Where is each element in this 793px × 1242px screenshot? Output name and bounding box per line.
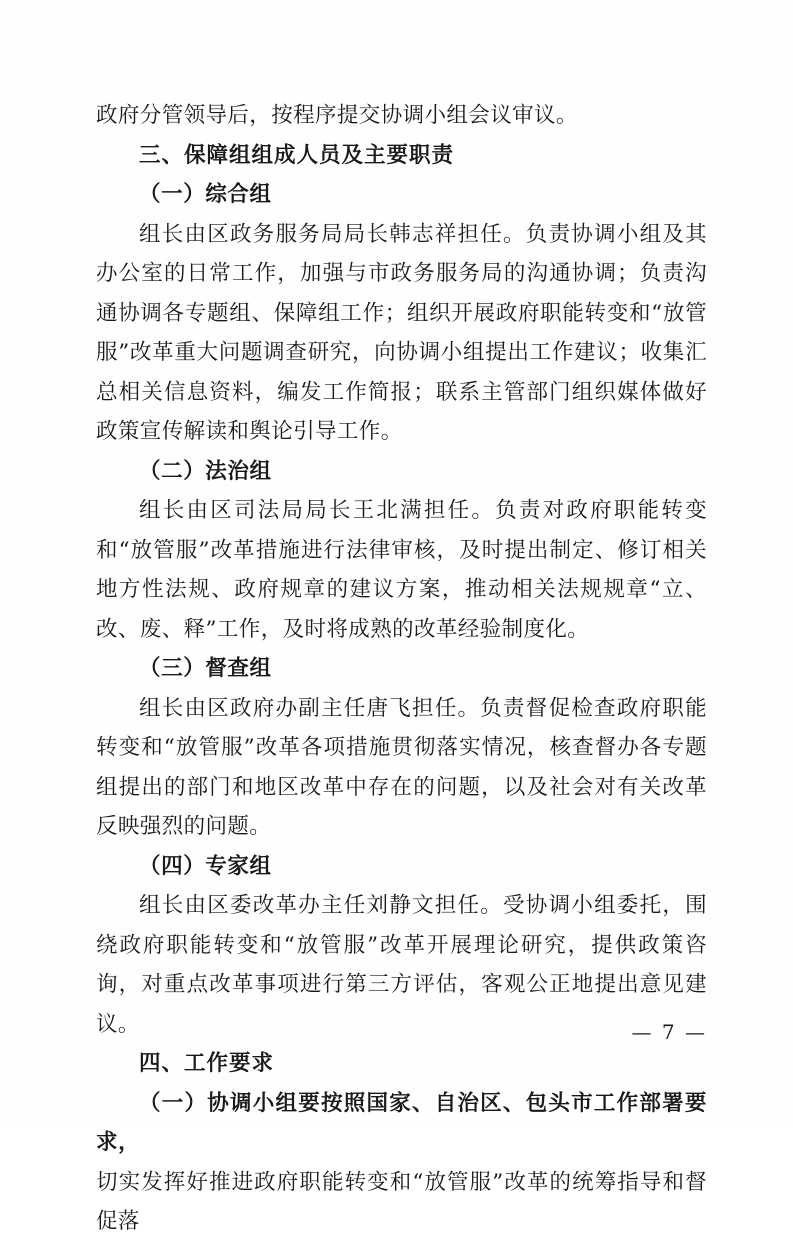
subsection-heading-three: （三）督查组	[139, 656, 272, 681]
page-number: — 7 —	[631, 1020, 707, 1044]
paragraph-continued-top: 政府分管领导后，按程序提交协调小组会议审议。	[96, 103, 578, 128]
paragraph-expert-group: 组长由区委改革办主任刘静文担任。受协调小组委托，围绕政府职能转变和“放管服”改革开展理论研究，提供政策咨询，对重点改革事项进行第三方评估，客观公正地提出意见建议。	[96, 893, 707, 1037]
paragraph-inspection-group: 组长由区政府办副主任唐飞担任。负责督促检查政府职能转变和“放管服”改革各项措施贯彻落实情况，核查督办各专题组提出的部门和地区改革中存在的问题，以及社会对有关改革反映强烈的问题。	[96, 695, 707, 839]
paragraph-legal-group: 组长由区司法局局长王北满担任。负责对政府职能转变和“放管服”改革措施进行法律审核，及时提出制定、修订相关地方性法规、政府规章的建议方案，推动相关法规规章“立、改、废、释”工作，及时将成熟的改革经验制度化。	[96, 498, 707, 642]
subsection-heading-four: （四）专家组	[139, 853, 272, 879]
document-body	[96, 96, 707, 1242]
section-heading-four: 四、工作要求	[139, 1051, 275, 1076]
work-requirement-item-one: （一）协调小组要按照国家、自治区、包头市工作部署要求，	[96, 1090, 707, 1155]
paragraph-continued-bottom: 切实发挥好推进政府职能转变和“放管服”改革的统筹指导和督促落	[96, 1169, 707, 1234]
subsection-heading-one: （一）综合组	[139, 182, 272, 207]
paragraph-comprehensive-group: 组长由区政务服务局局长韩志祥担任。负责协调小组及其办公室的日常工作，加强与市政务服务局的沟通协调；负责沟通协调各专题组、保障组工作；组织开展政府职能转变和“放管服”改革重大问题调查研究，向协调小组提出工作建议；收集汇总相关信息资料，编发工作简报；联系主管部门组织媒体做好政策宣传解读和舆论引导工作。	[96, 221, 707, 444]
subsection-heading-two: （二）法治组	[139, 458, 272, 484]
section-heading-three: 三、保障组组成人员及主要职责	[139, 142, 455, 168]
